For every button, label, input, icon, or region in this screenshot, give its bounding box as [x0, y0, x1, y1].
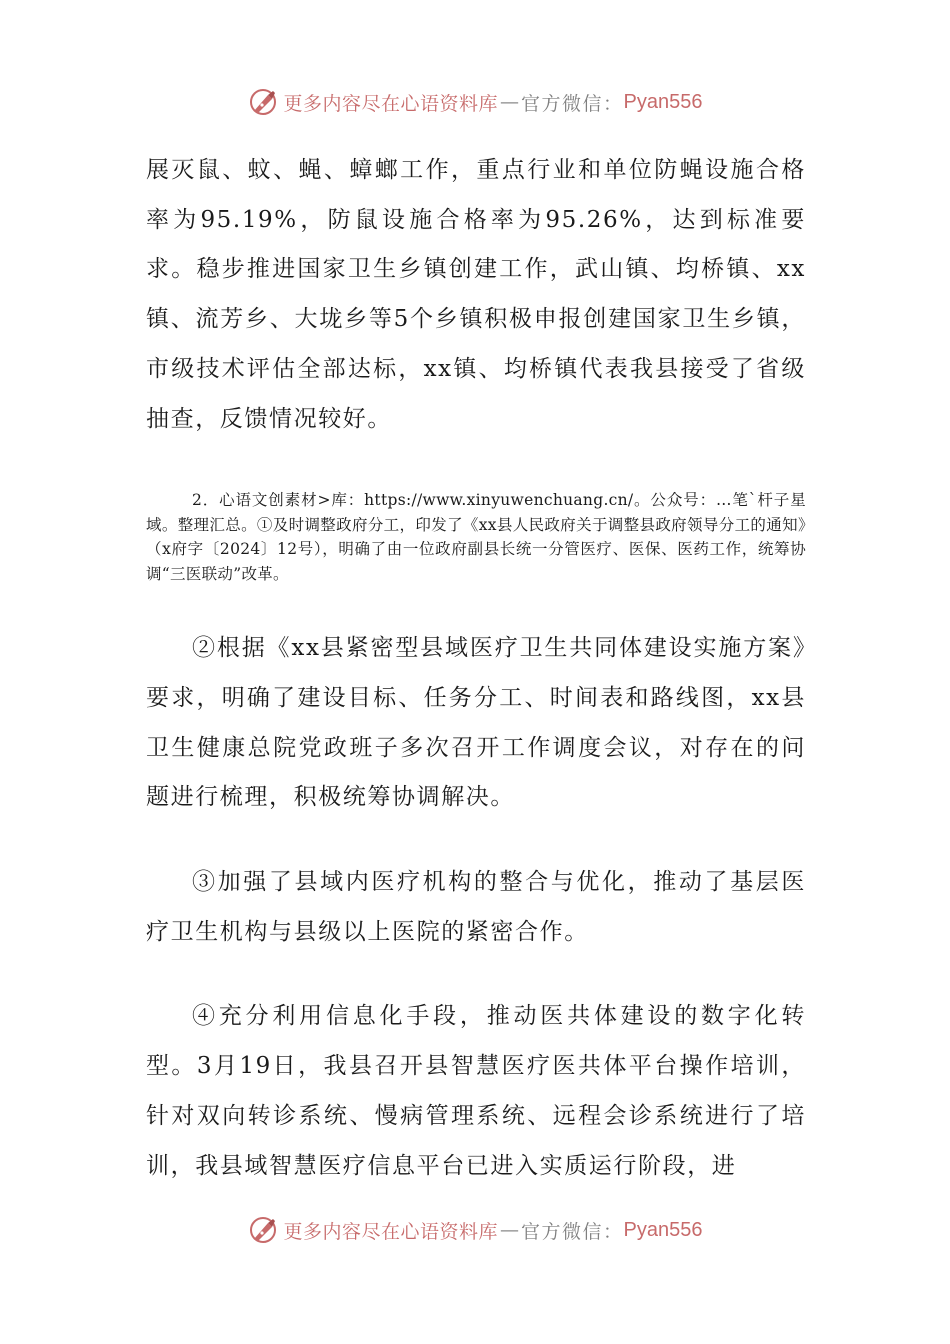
- banner-separator: —: [500, 1219, 520, 1241]
- banner-title: 更多内容尽在心语资料库: [283, 1220, 499, 1243]
- paragraph-item-circled-3: ③加强了县域内医疗机构的整合与优化，推动了基层医疗卫生机构与县级以上医院的紧密合作。: [146, 869, 806, 945]
- pen-nib-logo-icon: [248, 1215, 278, 1245]
- header-banner: [0, 82, 950, 122]
- paragraph-item-circled-4: ④充分利用信息化手段，推动医共体建设的数字化转型。3月19日，我县召开县智慧医疗医共体平台操作培训，针对双向转诊系统、慢病管理系统、远程会诊系统进行了培训，我县域智慧医疗信息平台已进入实质运行阶段，进: [146, 1003, 806, 1179]
- document-body: [146, 146, 806, 1191]
- paragraph-item-2: 2．心语文创素材>库：https://www.xinyuwenchuang.cn/。公众号：…笔`杆子星域。整理汇总。①及时调整政府分工，印发了《xx县人民政府关于调整县政府领导分工的通知》（x府字〔2024〕12号），明确了由一位政府副县长统一分管医疗、医保、医药工作，统筹协调“三医联动”改革。: [146, 491, 806, 583]
- banner-separator: —: [500, 91, 520, 113]
- paragraph-item-circled-2: ②根据《xx县紧密型县域医疗卫生共同体建设实施方案》要求，明确了建设目标、任务分工、时间表和路线图，xx县卫生健康总院党政班子多次召开工作调度会议，对存在的问题进行梳理，积极统筹协调解决。: [146, 635, 806, 811]
- footer-banner: [0, 1210, 950, 1250]
- banner-wechat-id: Pyan556: [623, 1218, 703, 1241]
- banner-wechat-id: Pyan556: [623, 90, 703, 113]
- paragraph-continuation: 展灭鼠、蚊、蝇、蟑螂工作，重点行业和单位防蝇设施合格率为95.19%，防鼠设施合格率为95.26%，达到标准要求。稳步推进国家卫生乡镇创建工作，武山镇、均桥镇、xx镇、流芳乡、大垅乡等5个乡镇积极申报创建国家卫生乡镇，市级技术评估全部达标，xx镇、均桥镇代表我县接受了省级抽查，反馈情况较好。: [146, 157, 806, 432]
- banner-subtitle: 官方微信：: [521, 92, 624, 115]
- pen-nib-logo-icon: [248, 87, 278, 117]
- banner-title: 更多内容尽在心语资料库: [283, 92, 499, 115]
- banner-subtitle: 官方微信：: [521, 1220, 624, 1243]
